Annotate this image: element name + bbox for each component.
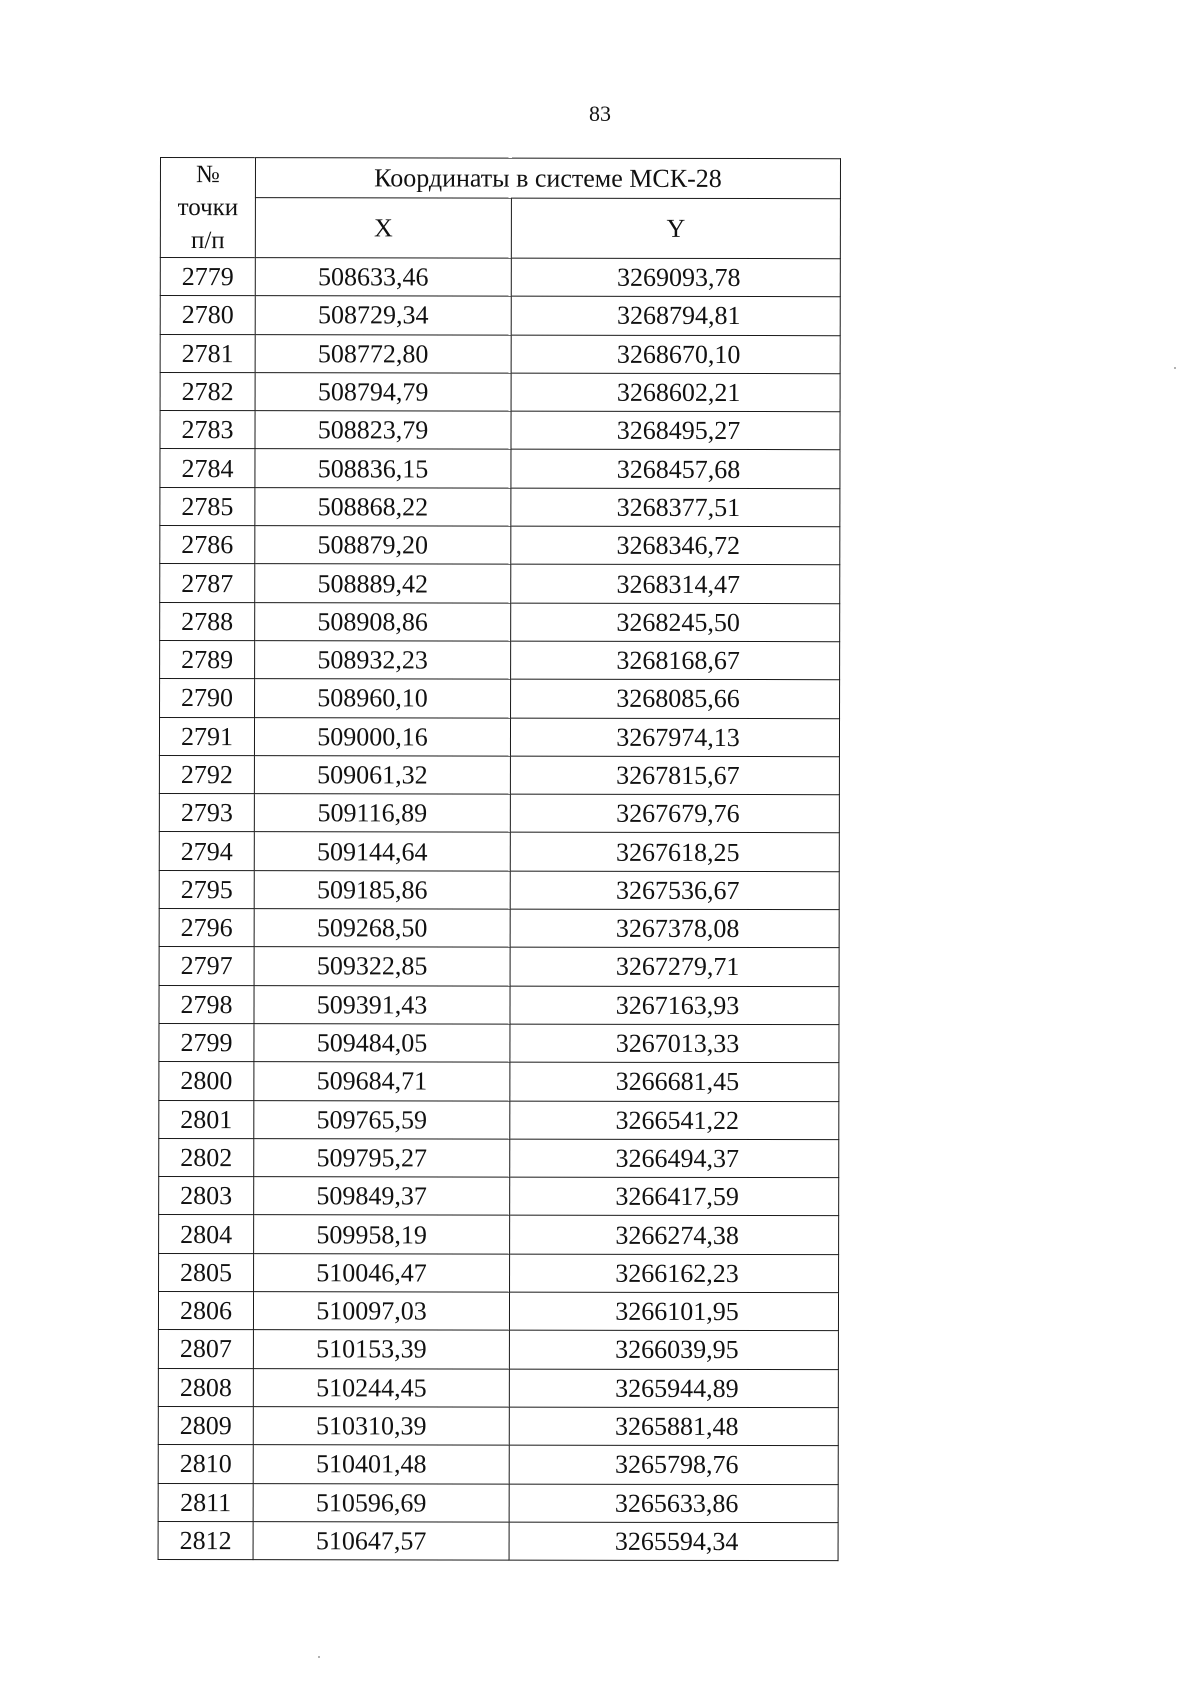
table-subheader-row [160, 198, 840, 259]
x-coordinate-cell: 510046,47 [254, 1253, 510, 1292]
x-coordinate-cell: 509268,50 [254, 909, 510, 948]
point-number-cell: 2800 [159, 1062, 254, 1100]
point-number-cell: 2794 [159, 832, 254, 870]
point-number-cell: 2789 [160, 640, 255, 678]
x-coordinate-cell: 510647,57 [253, 1521, 509, 1560]
table-row [159, 1023, 839, 1062]
y-coordinate-cell: 3268168,67 [511, 641, 840, 680]
x-coordinate-cell: 509484,05 [254, 1024, 510, 1063]
y-coordinate-cell: 3267279,71 [510, 947, 839, 986]
table-row [159, 1138, 839, 1177]
x-coordinate-cell: 508729,34 [255, 296, 511, 335]
point-number-cell: 2790 [160, 679, 255, 717]
point-number-cell: 2805 [159, 1253, 254, 1291]
table-row [160, 679, 840, 718]
table-row [160, 526, 840, 565]
table-row [159, 985, 839, 1024]
table-row [158, 1406, 838, 1445]
y-coordinate-cell: 3267536,67 [510, 871, 839, 910]
x-coordinate-cell: 509849,37 [254, 1177, 510, 1216]
point-word: точки [177, 194, 239, 222]
table-row [159, 1100, 839, 1139]
table-body [158, 258, 840, 1561]
y-coordinate-cell: 3266274,38 [510, 1216, 839, 1255]
point-number-cell: 2802 [159, 1138, 254, 1176]
table-row [160, 564, 840, 603]
point-number-cell: 2811 [158, 1483, 253, 1521]
scan-speck [318, 1656, 320, 1658]
table-row [158, 1292, 838, 1331]
table-row [158, 1368, 838, 1407]
coordinates-group-header: Координаты в системе МСК-28 [255, 158, 840, 199]
table-row [159, 755, 839, 794]
x-coordinate-cell: 508868,22 [255, 487, 511, 526]
table-row [160, 602, 840, 641]
x-coordinate-cell: 508960,10 [255, 679, 511, 718]
point-number-cell: 2796 [159, 909, 254, 947]
point-number-cell: 2793 [159, 794, 254, 832]
table-row [158, 1330, 838, 1369]
y-coordinate-cell: 3269093,78 [511, 258, 840, 297]
y-coordinate-cell: 3266162,23 [510, 1254, 839, 1293]
point-number-cell: 2808 [158, 1368, 253, 1406]
table-row [159, 1062, 839, 1101]
table-row [160, 411, 840, 450]
table-header-row [160, 158, 840, 199]
y-coordinate-cell: 3266681,45 [510, 1062, 839, 1101]
table-row [159, 909, 839, 948]
x-coordinate-cell: 510244,45 [253, 1368, 509, 1407]
y-coordinate-cell: 3268457,68 [511, 450, 840, 489]
y-coordinate-cell: 3267163,93 [510, 986, 839, 1025]
point-number-cell: 2812 [158, 1521, 253, 1559]
y-coordinate-cell: 3268495,27 [511, 411, 840, 450]
point-number-cell: 2781 [160, 334, 255, 372]
table-row [158, 1445, 838, 1484]
y-coordinate-cell: 3268245,50 [511, 603, 840, 642]
y-coordinate-cell: 3268602,21 [511, 373, 840, 412]
point-number-cell: 2807 [158, 1330, 253, 1368]
table-row [160, 487, 840, 526]
y-coordinate-cell: 3266039,95 [509, 1330, 838, 1369]
table-row [160, 258, 840, 297]
y-coordinate-cell: 3268314,47 [511, 564, 840, 603]
point-number-cell: 2785 [160, 487, 255, 525]
table-row [160, 334, 840, 373]
x-coordinate-cell: 508889,42 [255, 564, 511, 603]
x-coordinate-cell: 510596,69 [253, 1483, 509, 1522]
table-row [159, 1177, 839, 1216]
point-number-cell: 2787 [160, 564, 255, 602]
table-row [159, 717, 839, 756]
point-number-cell: 2782 [160, 372, 255, 410]
point-number-cell: 2779 [160, 258, 255, 296]
y-coordinate-cell: 3267815,67 [510, 756, 839, 795]
y-coordinate-cell: 3267013,33 [510, 1024, 839, 1063]
x-coordinate-cell: 508836,15 [255, 449, 511, 488]
y-coordinate-cell: 3267378,08 [510, 909, 839, 948]
point-number-cell: 2792 [159, 755, 254, 793]
x-coordinate-cell: 509391,43 [254, 985, 510, 1024]
x-coordinate-cell: 508772,80 [255, 334, 511, 373]
x-coordinate-cell: 508823,79 [255, 411, 511, 450]
table-row [158, 1521, 838, 1560]
table-row [159, 870, 839, 909]
point-number-cell: 2806 [158, 1292, 253, 1330]
x-column-header: X [255, 198, 511, 258]
x-coordinate-cell: 509116,89 [254, 794, 510, 833]
table-row [159, 832, 839, 871]
x-coordinate-cell: 509322,85 [254, 947, 510, 986]
y-coordinate-cell: 3266494,37 [510, 1139, 839, 1178]
point-number-cell: 2783 [160, 411, 255, 449]
y-column-header: Y [511, 198, 840, 259]
point-number-cell: 2786 [160, 526, 255, 564]
y-coordinate-cell: 3268794,81 [511, 296, 840, 335]
x-coordinate-cell: 509144,64 [254, 832, 510, 871]
y-coordinate-cell: 3265798,76 [509, 1445, 838, 1484]
scan-speck [1174, 367, 1176, 369]
y-coordinate-cell: 3265944,89 [509, 1369, 838, 1408]
point-number-cell: 2809 [158, 1406, 253, 1444]
x-coordinate-cell: 509765,59 [254, 1100, 510, 1139]
y-coordinate-cell: 3266541,22 [510, 1101, 839, 1140]
table-row [159, 1253, 839, 1292]
point-number-cell: 2784 [160, 449, 255, 487]
y-coordinate-cell: 3266101,95 [509, 1292, 838, 1331]
point-number-cell: 2797 [159, 947, 254, 985]
x-coordinate-cell: 510401,48 [253, 1445, 509, 1484]
y-coordinate-cell: 3265594,34 [509, 1522, 838, 1561]
y-coordinate-cell: 3268346,72 [511, 526, 840, 565]
x-coordinate-cell: 510097,03 [253, 1292, 509, 1331]
x-coordinate-cell: 508932,23 [255, 641, 511, 680]
point-number-cell: 2780 [160, 296, 255, 334]
table-row [158, 1483, 838, 1522]
y-coordinate-cell: 3267679,76 [510, 794, 839, 833]
point-number-cell: 2799 [159, 1023, 254, 1061]
x-coordinate-cell: 510153,39 [253, 1330, 509, 1369]
y-coordinate-cell: 3268670,10 [511, 335, 840, 374]
coordinates-table [158, 157, 841, 1561]
x-coordinate-cell: 509958,19 [254, 1215, 510, 1254]
y-coordinate-cell: 3265633,86 [509, 1484, 838, 1523]
x-coordinate-cell: 508633,46 [255, 258, 511, 297]
y-coordinate-cell: 3267618,25 [510, 833, 839, 872]
y-coordinate-cell: 3265881,48 [509, 1407, 838, 1446]
x-coordinate-cell: 509795,27 [254, 1138, 510, 1177]
x-coordinate-cell: 509061,32 [254, 756, 510, 795]
point-number-header [160, 158, 255, 258]
point-number-cell: 2788 [160, 602, 255, 640]
point-number-cell: 2791 [159, 717, 254, 755]
table-row [159, 947, 839, 986]
y-coordinate-cell: 3268085,66 [511, 679, 840, 718]
table-row [160, 372, 840, 411]
point-number-cell: 2801 [159, 1100, 254, 1138]
x-coordinate-cell: 508879,20 [255, 526, 511, 565]
page-number: 83 [589, 101, 611, 126]
y-coordinate-cell: 3267974,13 [510, 718, 839, 757]
point-number-cell: 2798 [159, 985, 254, 1023]
table-row [159, 794, 839, 833]
ordinal-abbrev: п/п [190, 227, 225, 255]
y-coordinate-cell: 3268377,51 [511, 488, 840, 527]
x-coordinate-cell: 508794,79 [255, 373, 511, 412]
table-row [159, 1215, 839, 1254]
point-number-cell: 2795 [159, 870, 254, 908]
y-coordinate-cell: 3266417,59 [510, 1177, 839, 1216]
point-number-cell: 2803 [159, 1177, 254, 1215]
x-coordinate-cell: 510310,39 [253, 1407, 509, 1446]
number-sign: № [196, 161, 220, 189]
table-row [160, 449, 840, 488]
x-coordinate-cell: 509185,86 [254, 870, 510, 909]
x-coordinate-cell: 508908,86 [255, 602, 511, 641]
point-number-cell: 2810 [158, 1445, 253, 1483]
table-row [160, 296, 840, 335]
x-coordinate-cell: 509000,16 [254, 717, 510, 756]
x-coordinate-cell: 509684,71 [254, 1062, 510, 1101]
point-number-cell: 2804 [159, 1215, 254, 1253]
table-row [160, 640, 840, 679]
